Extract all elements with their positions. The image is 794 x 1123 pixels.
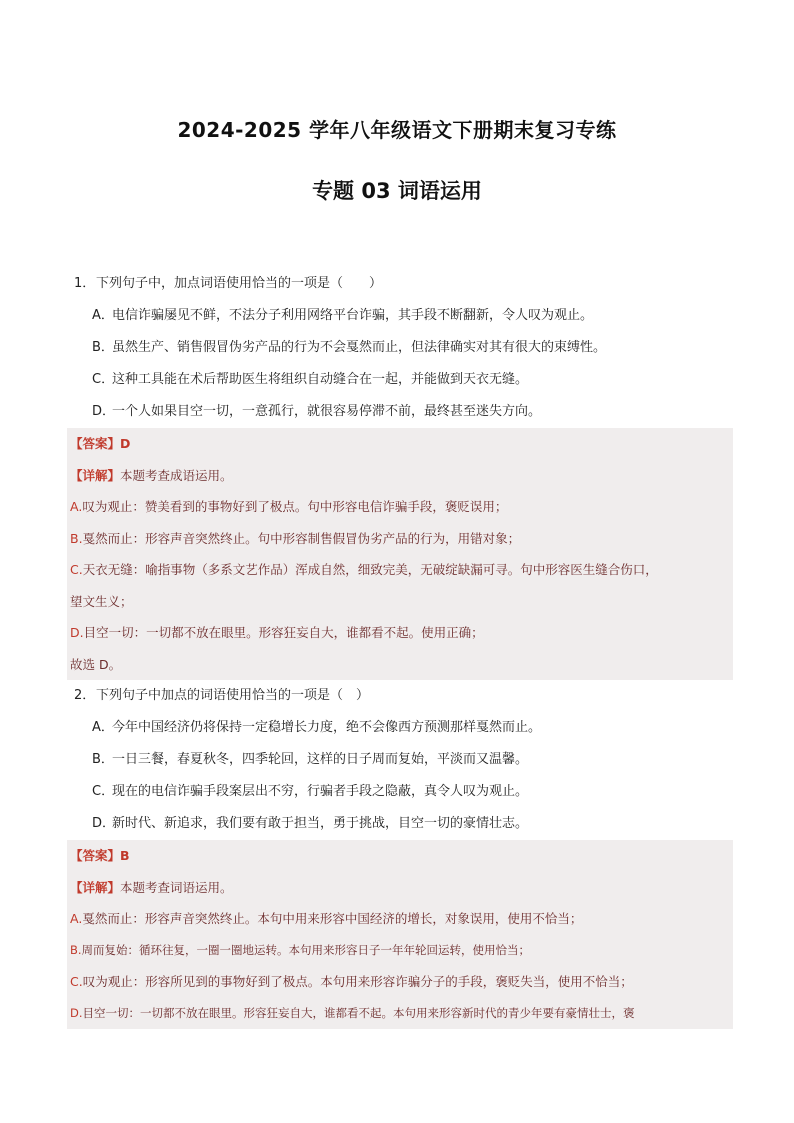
- explanation-text: 周而复始：循环往复，一圈一圈地运转。本句用来形容日子一年年轮回运转，使用恰当；: [81, 942, 531, 957]
- option-text: 一个人如果目空一切，一意孤行，就很容易停滞不前，最终甚至迷失方向。: [112, 404, 542, 419]
- option-letter: D．: [92, 404, 116, 419]
- explanation-text: 目空一切：一切都不放在眼里。形容狂妄自大，谁都看不起。本句用来形容新时代的青少年要有豪情壮士，褒: [82, 1005, 635, 1020]
- explanation-lead: A.: [70, 911, 83, 926]
- explanation-line: [70, 903, 730, 935]
- answer-block: [67, 428, 733, 680]
- option-text: 电信诈骗屡见不鲜，不法分子利用网络平台诈骗，其手段不断翻新，令人叹为观止。: [112, 308, 594, 323]
- explanation-line: [70, 617, 730, 649]
- option-letter: C．: [92, 372, 115, 387]
- option-text: 这种工具能在术后帮助医生将组织自动缝合在一起，并能做到天衣无缝。: [112, 372, 529, 387]
- option-a: [70, 300, 730, 332]
- option-letter: B．: [92, 340, 114, 355]
- explanation-line: [70, 998, 730, 1030]
- explanation-line: [70, 554, 730, 586]
- option-text: 今年中国经济仍将保持一定稳增长力度，绝不会像西方预测那样戛然而止。: [112, 720, 542, 735]
- question-stem: [70, 680, 730, 712]
- explanation-lead: D.: [70, 1005, 83, 1020]
- explanation-text: 天衣无缝：喻指事物（多系文艺作品）浑成自然，细致完美，无破绽缺漏可寻。句中形容医生缝合伤口，: [82, 562, 658, 577]
- explanation-text: 戛然而止：形容声音突然终止。句中形容制售假冒伪劣产品的行为，用错对象；: [82, 530, 521, 546]
- detail-tag: 【详解】: [70, 467, 121, 483]
- explanation-lead: B.: [70, 530, 83, 546]
- explanation-text: 望文生义；: [70, 593, 133, 609]
- option-letter: B．: [92, 752, 114, 767]
- question-number: 2．: [74, 688, 96, 703]
- explanation-line: [70, 586, 730, 618]
- conclusion-line: 故选 D。: [70, 656, 122, 672]
- question-text: 下列句子中加点的词语使用恰当的一项是（ ）: [96, 688, 370, 703]
- document-subtitle: 专题 03 词语运用: [312, 179, 482, 203]
- option-a: [70, 712, 730, 744]
- answer-line: [70, 840, 730, 872]
- explanation-line: [70, 966, 730, 998]
- answer-value: B: [120, 848, 130, 863]
- option-c: [70, 776, 730, 808]
- explanation-text: 叹为观止：赞美看到的事物好到了极点。句中形容电信诈骗手段，褒贬误用；: [82, 499, 508, 514]
- option-b: [70, 332, 730, 364]
- detail-line: [70, 460, 730, 492]
- option-letter: A．: [92, 308, 114, 323]
- answer-block: [67, 840, 733, 1029]
- document-title: 2024-2025 学年八年级语文下册期末复习专练: [177, 118, 617, 142]
- explanation-lead: C.: [70, 562, 83, 577]
- question-number: 1．: [74, 276, 96, 291]
- answer-line: [70, 428, 730, 460]
- answer-tag: 【答案】: [70, 436, 121, 451]
- option-text: 现在的电信诈骗手段案层出不穷，行骗者手段之隐蔽，真令人叹为观止。: [112, 784, 529, 799]
- option-d: [70, 396, 730, 428]
- option-c: [70, 364, 730, 396]
- option-b: [70, 744, 730, 776]
- option-letter: C．: [92, 784, 115, 799]
- option-text: 虽然生产、销售假冒伪劣产品的行为不会戛然而止，但法律确实对其有很大的束缚性。: [112, 340, 607, 355]
- explanation-line: [70, 491, 730, 523]
- explanation-line: [70, 935, 730, 967]
- question-stem: [70, 268, 730, 300]
- option-d: [70, 808, 730, 840]
- explanation-lead: C.: [70, 974, 83, 989]
- option-text: 新时代、新追求，我们要有敢于担当，勇于挑战，目空一切的豪情壮志。: [112, 816, 529, 831]
- question-list: [70, 268, 730, 1029]
- explanation-lead: A.: [70, 499, 83, 514]
- option-letter: A．: [92, 720, 114, 735]
- explanation-lead: B.: [70, 942, 82, 957]
- explanation-text: 目空一切：一切都不放在眼里。形容狂妄自大，谁都看不起。使用正确；: [83, 625, 484, 640]
- detail-text: 本题考查成语运用。: [120, 467, 233, 483]
- detail-tag: 【详解】: [70, 879, 121, 895]
- option-text: 一日三餐，春夏秋冬，四季轮回，这样的日子周而复始，平淡而又温馨。: [112, 752, 529, 767]
- question-text: 下列句子中，加点词语使用恰当的一项是（ ）: [96, 276, 383, 291]
- explanation-text: 戛然而止：形容声音突然终止。本句中用来形容中国经济的增长，对象误用，使用不恰当；: [82, 911, 583, 926]
- explanation-lead: D.: [70, 625, 84, 640]
- explanation-text: 叹为观止：形容所见到的事物好到了极点。本句用来形容诈骗分子的手段，褒贬失当，使用不恰当；: [82, 974, 633, 989]
- answer-tag: 【答案】: [70, 848, 121, 863]
- explanation-line: [70, 523, 730, 555]
- detail-text: 本题考查词语运用。: [120, 879, 233, 895]
- detail-line: [70, 872, 730, 904]
- answer-value: D: [120, 436, 131, 451]
- option-letter: D．: [92, 816, 116, 831]
